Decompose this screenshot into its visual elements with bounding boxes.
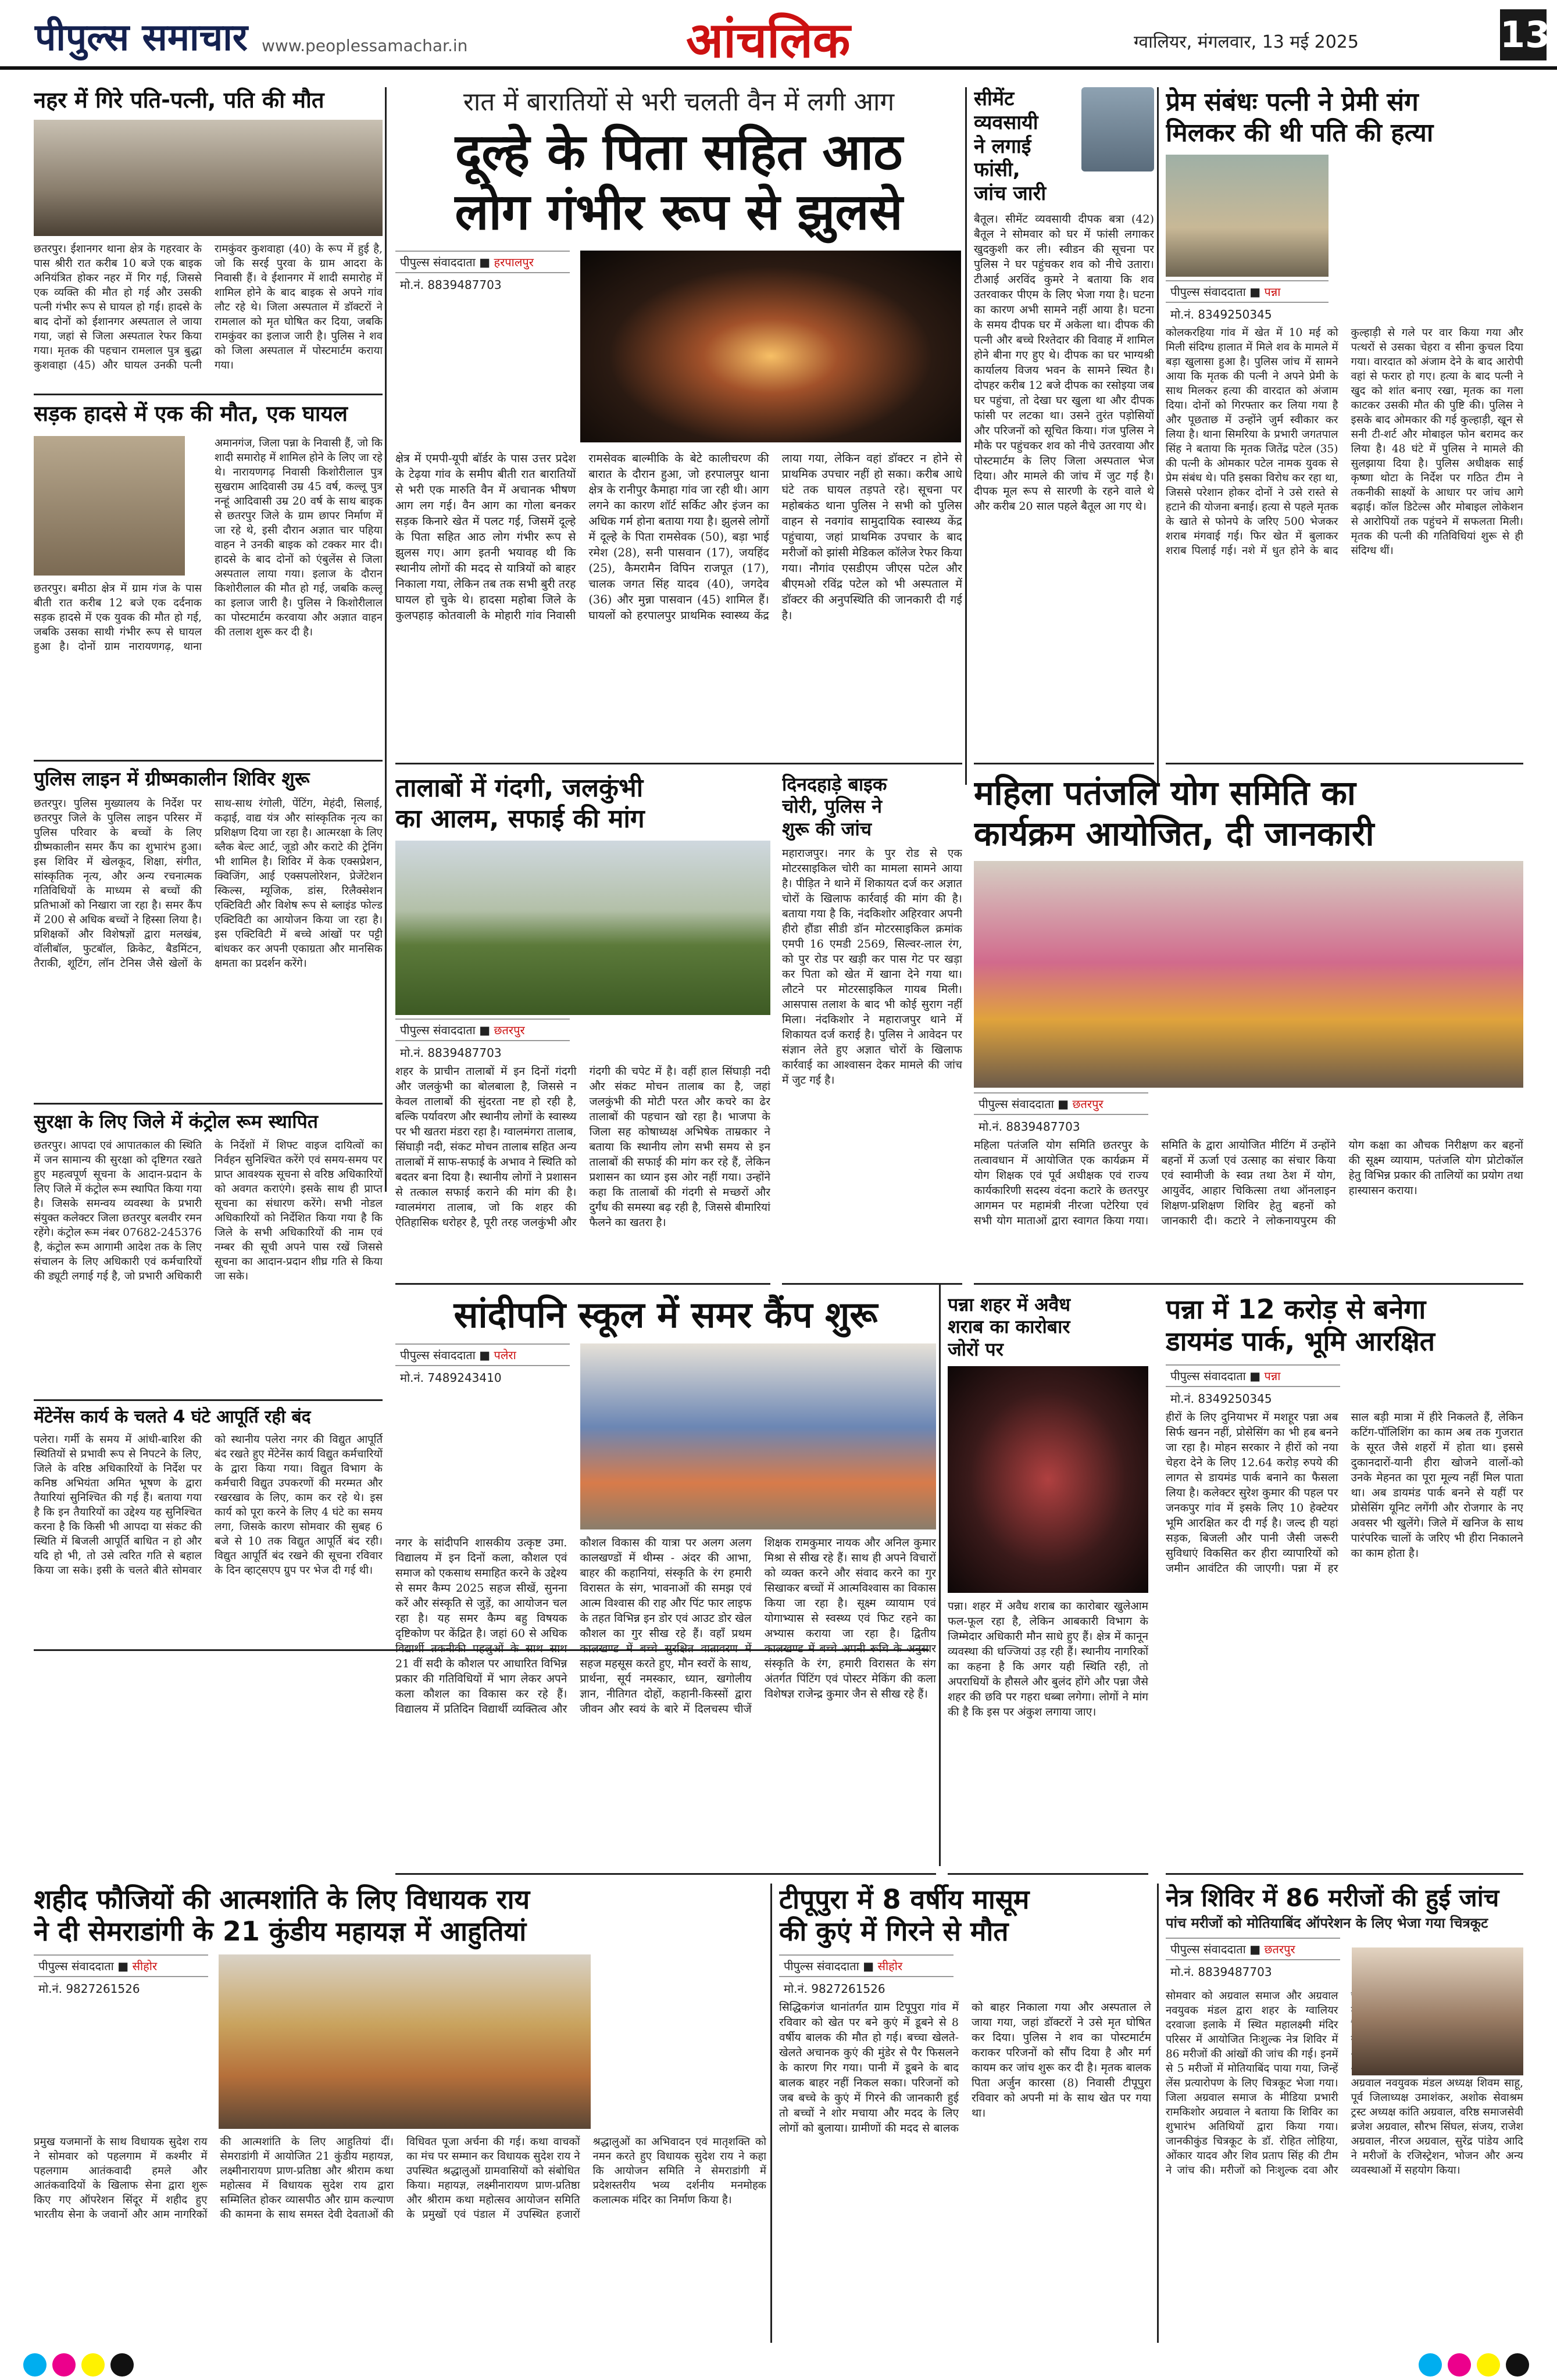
registration-dot-magenta <box>1448 2353 1471 2377</box>
registration-dot-yellow <box>81 2353 105 2377</box>
mobile-value: 8349250345 <box>1198 1392 1272 1406</box>
mobile-value: 9827261526 <box>811 1982 885 1996</box>
kicker: पांच मरीजों को मोतियाबिंद ऑपरेशन के लिए भेजा गया चित्रकूट <box>1166 1915 1488 1932</box>
story-body: महाराजपुर। नगर के पुर रोड से एक मोटरसाइकिल चोरी का मामला सामने आया है। पीड़ित ने थाने में शिकायत दर्ज कर अज्ञात चोरों के खिलाफ कार्रवाई की मांग की है। बताया गया है कि, नंदकिशोर अहिरवार अपनी हीरो हौंडा सीडी डॉन मोटरसाइकिल क्रमांक एमपी 16 एमडी 2569, सिल्वर-लाल रंग, को पुर रोड पर खड़ी कर पास गेट पर खड़ा कर पिता को खेत में खाना देने गया था। लौटने पर मोटरसाइकिल गायब मिली। आसपास तलाश के बाद भी कोई सुराग नहीं मिला। नंदकिशोर ने महाराजपुर थाने में शिकायत दर्ज कराई है। पुलिस ने आवेदन पर संज्ञान लेते हुए अज्ञात चोरों के खिलाफ कार्रवाई का आश्वासन देकर मामले की जांच में जुट गई है। <box>782 847 962 1087</box>
column-rule <box>1157 1884 1159 2343</box>
story-body: छतरपुर। आपदा एवं आपातकाल की स्थिति में जन सामान्य की सुरक्षा को दृष्टिगत रखते हुए महत्वपूर्ण सूचना के आदान-प्रदान के लिए जिले में कंट्रोल रूम स्थापित किया गया है। जिसके समन्वय व्यवस्था के प्रभारी संयुक्त कलेक्टर जिला छतरपुर बलवीर रमन रहेंगे। कंट्रोल रूम नंबर 07682-245376 है, कंट्रोल रूम आगामी आदेश तक के लिए संचालन के लिए अधिकारी एवं कर्मचारियों की ड्यूटी लगाई गई है, जो प्रभारी अधिकारी के निर्देशों में शिफ्ट वाइज दायित्वों का निर्वहन सुनिश्चित करेंगे एवं समय-समय पर प्राप्त आवश्यक सूचना से वरिष्ठ अधिकारियों को अवगत कराएंगे। इसके साथ ही प्राप्त सूचना का संधारण करेंगे। सभी नोडल अधिकारियों को निर्देशित किया गया है कि जिले के सभी अधिकारियों की नाम एवं नम्बर की सूची अपने पास रखें जिससे सूचना का आदान-प्रदान शीघ्र गति से किया जा सके। <box>34 1139 383 1283</box>
story-control-room <box>34 1110 383 1401</box>
mobile-value: 9827261526 <box>66 1982 140 1996</box>
mobile-prefix: मो.नं. <box>38 1982 62 1996</box>
story-eye-camp <box>1166 1884 1523 2343</box>
story-illegal-liquor <box>948 1293 1148 1875</box>
byline-place: सीहोर <box>877 1959 903 1974</box>
section-title: आंचलिक <box>686 12 851 69</box>
byline: पीपुल्स संवाददाता ■ छतरपुर <box>1166 1938 1340 1960</box>
byline-place: पलेरा <box>494 1348 516 1363</box>
headline: सड़क हादसे में एक की मौत, एक घायल <box>34 401 348 426</box>
headline-line-2: डायमंड पार्क, भूमि आरक्षित <box>1166 1325 1435 1357</box>
headline-line-2: ने लगाई फांसी, <box>974 134 1031 182</box>
masthead <box>0 0 1557 70</box>
liquor-photo <box>948 1366 1148 1593</box>
photo-spacer <box>34 436 190 581</box>
story-body: छतरपुर। पुलिस मुख्यालय के निर्देश पर छतरपुर जिले के पुलिस लाइन परिसर में पुलिस परिवार के बच्चों के लिए ग्रीष्मकालीन समर कैंप का शुभारंभ हुआ। इस शिविर में खेलकूद, शिक्षा, संगीत, सांस्कृतिक नृत्य, और अन्य रचनात्मक गतिविधियों के माध्यम से बच्चों की प्रतिभाओं को निखारा जा रहा है। समर कैंप में 200 से अधिक बच्चों ने हिस्सा लिया है। प्रशिक्षकों और विशेषज्ञों द्वारा मलखंब, वॉलीबॉल, फुटबॉल, क्रिकेट, बैडमिंटन, तैराकी, शूटिंग, लॉन टेनिस जैसे खेलों के साथ-साथ रंगोली, पेंटिंग, मेहंदी, सिलाई, कढ़ाई, वाद्य यंत्र और सांस्कृतिक नृत्य का प्रशिक्षण दिया जा रहा है। आत्मरक्षा के लिए ब्लैक बेल्ट आर्ट, जूडो और कराटे की ट्रेनिंग भी शामिल है। शिविर में केक एक्सप्रेशन, क्विजिंग, आई एक्सपलोरेशन, प्रेजेंटेशन स्किल्स, म्यूजिक, डांस, रिलैक्सेशन एक्टिविटी और विशेष रूप से ब्लाइंड फोल्ड एक्टिविटी का आयोजन किया जा रहा है। इस एक्टिविटी में बच्चे आंखों पर पट्टी बांधकर कर अपनी एकाग्रता और मानसिक क्षमता का प्रदर्शन करेंगे। <box>34 797 383 970</box>
column-rule <box>939 1285 941 1866</box>
headline-line-1: शहीद फौजियों की आत्मशांति के लिए विधायक राय <box>34 1884 530 1915</box>
mobile-prefix: मो.नं. <box>784 1982 808 1996</box>
dateline: ग्वालियर, मंगलवार, 13 मई 2025 <box>1134 32 1359 52</box>
website-url: www.peoplessamachar.in <box>262 36 468 55</box>
story-businessman-suicide <box>974 87 1154 764</box>
mobile-value: 8839487703 <box>1198 1965 1272 1979</box>
byline-label: पीपुल्स संवाददाता <box>1170 1942 1246 1957</box>
fire-photo <box>580 251 961 442</box>
mobile-prefix: मो.नं. <box>400 278 424 292</box>
story-body: छतरपुर। बमीठा क्षेत्र में ग्राम गंज के पास बीती रात करीब 12 बजे एक दर्दनाक सड़क हादसे में एक युवक की मौत हो गई, जबकि उसका साथी गंभीर रूप से घायल हुआ है। दोनों ग्राम नारायणगढ़, थाना अमानगंज, जिला पन्ना के निवासी हैं, जो कि शादी समारोह में शामिल होने के लिए जा रहे थे। नारायणगढ़ निवासी किशोरीलाल पुत्र सुखराम आदिवासी उम्र 45 वर्ष, कल्लू पुत्र नन्हूं आदिवासी उम्र 20 वर्ष के साथ बाइक से छतरपुर जिले के ग्राम छापर निर्माण में जा रहे थे, इसी दौरान अज्ञात चार पहिया वाहन ने उनकी बाइक को टक्कर मार दी। हादसे के बाद दोनों को एंबुलेंस से जिला अस्पताल लाया गया। इलाज के दौरान किशोरीलाल की मौत हो गई, जबकि कल्लू का इलाज जारी है। पुलिस ने किशोरीलाल का पोस्टमार्टम करवाया और अज्ञात वाहन की तलाश शुरू कर दी है। <box>34 437 383 653</box>
headline: सांदीपनि स्कूल में समर कैंप शुरू <box>453 1293 878 1336</box>
mobile-prefix: मो.नं. <box>1170 1392 1194 1406</box>
mobile-prefix: मो.नं. <box>979 1120 1002 1134</box>
mobile-value: 8349250345 <box>1198 307 1272 321</box>
story-van-fire <box>395 87 962 764</box>
story-body: छतरपुर। ईशानगर थाना क्षेत्र के गहरवार के पास श्रीरी रात करीब 10 बजे एक बाइक अनियंत्रित होकर नहर में गिर गई, जिससे एक व्यक्ति की मौत हो गई और उसकी पत्नी गंभीर रूप से घायल हो गई। हादसे के बाद दोनों को ईशानगर अस्पताल ले जाया गया, जहां से जिला अस्पताल रेफर किया गया। मृतक की पहचान रामलाल पुत्र बुद्धा कुशवाहा (45) और घायल उनकी पत्नी रामकुंवर कुशवाहा (40) के रूप में हुई है, जो कि सरई पुरवा के ग्राम आदरा के निवासी हैं। वे ईशानगर में शादी समारोह में शामिल होने के बाद बाइक से अपने गांव लौट रहे थे। जिला अस्पताल में डॉक्टरों ने रामलाल को मृत घोषित कर दिया, जबकि रामकुंवर का इलाज जारी है। पुलिस ने शव को जिला अस्पताल में पोस्टमार्टम कराया गया। <box>34 242 383 371</box>
mobile-number <box>34 1977 208 2000</box>
newspaper-logo: पीपुल्स समाचार <box>35 16 248 59</box>
headline-line-2: चोरी, पुलिस ने <box>782 795 882 818</box>
headline: पुलिस लाइन में ग्रीष्मकालीन शिविर शुरू <box>34 767 310 790</box>
registration-dot-cyan <box>23 2353 47 2377</box>
headline: मेंटेनेंस कार्य के चलते 4 घंटे आपूर्ति रही बंद <box>34 1407 311 1427</box>
byline-place: पन्ना <box>1264 284 1281 299</box>
headline: नेत्र शिविर में 86 मरीजों की हुई जांच <box>1166 1884 1499 1912</box>
portrait-photo <box>1081 87 1154 171</box>
pond-photo <box>395 841 770 1015</box>
headline-line-3: जांच जारी <box>974 182 1047 206</box>
registration-dot-black <box>110 2353 134 2377</box>
mobile-number <box>395 1041 770 1064</box>
mobile-prefix: मो.नं. <box>400 1045 424 1060</box>
headline-line-1: दिनदहाड़े बाइक <box>782 773 887 795</box>
byline-place: हरपालपुर <box>494 255 534 270</box>
headline-line-1: पन्ना में 12 करोड़ से बनेगा <box>1166 1293 1426 1325</box>
registration-dot-black <box>1506 2353 1529 2377</box>
mobile-number <box>395 1366 570 1389</box>
mobile-value: 8839487703 <box>1006 1120 1080 1134</box>
mobile-number <box>395 273 570 296</box>
mobile-prefix: मो.नं. <box>1170 307 1194 321</box>
story-bike-theft <box>782 773 962 1285</box>
byline: पीपुल्स संवाददाता ■ छतरपुर <box>974 1092 1148 1115</box>
column-rule <box>385 87 387 1192</box>
mobile-number <box>779 1977 1151 2000</box>
mobile-number <box>1166 1387 1523 1410</box>
byline-label: पीपुल्स संवाददाता <box>1170 1369 1246 1384</box>
headline-line-2: का आलम, सफाई की मांग <box>395 803 645 834</box>
byline: पीपुल्स संवाददाता ■ छतरपुर <box>395 1019 570 1041</box>
story-body: क्षेत्र में एमपी-यूपी बॉर्डर के पास उत्तर प्रदेश के टेढ़या गांव के समीप बीती रात बारातियों से भरी एक मारुति वैन में अचानक भीषण आग लग गई। वैन आग का गोला बनकर सड़क किनारे खेत में पलट गई, जिसमें दूल्हे के पिता सहित आठ लोग गंभीर रूप से झुलस गए। आग इतनी भयावह थी कि स्थानीय लोगों की मदद से यात्रियों को बाहर निकाला गया, लेकिन तब तक सभी बुरी तरह घायल हो चुके थे। हादसा महोबा जिले के कुलपहाड़ कोतवाली के मोहारी गांव निवासी रामसेवक बाल्मीकि के बेटे कालीचरण की बारात के दौरान हुआ, जो हरपालपुर थाना क्षेत्र के रानीपुर कैमाहा गांव जा रही थी। आग लगने का कारण शॉर्ट सर्किट और इंजन का अधिक गर्म होना बताया गया है। झुलसे लोगों में दूल्हे के पिता रामसेवक (50), बड़ा भाई रमेश (28), सनी पासवान (17), जयहिंद (25), कैमरामैन विपिन राजपूत (17), चालक जगत सिंह यादव (40), जगदेव (36) और मुन्ना पासवान (45) शामिल हैं। घायलों को हरपालपुर प्राथमिक स्वास्थ्य केंद्र लाया गया, लेकिन वहां डॉक्टर न होने से प्राथमिक उपचार नहीं हो सका। करीब आधे घंटे तक घायल तड़पते रहे। सूचना पर महोबकंठ थाना पुलिस ने सभी को पुलिस वाहन से नवगांव सामुदायिक स्वास्थ्य केंद्र पहुंचाया, जहां प्राथमिक उपचार के बाद मरीजों को झांसी मेडिकल कॉलेज रेफर किया गया। नौगांव एसडीएम जीएस पटेल और बीएमओ रविंद्र पटेल को भी अस्पताल में डॉक्टर की अनुपस्थिति की जानकारी दी गई है। <box>395 452 962 623</box>
column-rule <box>965 87 967 785</box>
byline-label: पीपुल्स संवाददाता <box>400 255 476 270</box>
story-body: महिला पतंजलि योग समिति छतरपुर के तत्वावधान में आयोजित एक कार्यक्रम में योग शिक्षक एवं पूर्व अधीक्षक एवं राज्य कार्यकारिणी सदस्य वंदना कटारे के छतरपुर आगमन पर महामंत्री नीरजा पटेरिया एवं सभी योग माताओं द्वारा स्वागत किया गया। समिति के द्वारा आयोजित मीटिंग में उन्होंने बहनों में ऊर्जा एवं उत्साह का संचार किया एवं स्वामीजी के स्वप्न तथा ठेश में योग, आयुर्वेद, आहार चिकित्सा तथा ऑनलाइन शिक्षण-प्रशिक्षण शिविर हेतु बहनों को जानकारी दी। कटारे ने लोकनायपुरम की योग कक्षा का औचक निरीक्षण कर बहनों की सूक्ष्म व्यायाम, पतंजलि योग प्रोटोकॉल हेतु विभिन्न प्रकार की तालियों का प्रयोग तथा हास्यासन कराया। <box>974 1139 1523 1228</box>
eye-camp-photo <box>1352 1947 1523 2075</box>
mobile-value: 8839487703 <box>427 1045 502 1060</box>
story-canal-accident <box>34 87 383 395</box>
headline-line-2: कार्यक्रम आयोजित, दी जानकारी <box>974 813 1374 853</box>
byline-label: पीपुल्स संवाददाता <box>400 1023 476 1037</box>
page-number: 13 <box>1500 9 1547 60</box>
headline-line-2: मिलकर की थी पति की हत्या <box>1166 117 1434 148</box>
headline-line-2: शराब का कारोबार <box>948 1316 1070 1338</box>
story-body: सिद्धिकगंज थानांतर्गत ग्राम टिपूपुरा गांव में रविवार को खेत पर बने कुएं में डूबने से 8 वर्षीय बालक की मौत हो गई। बच्चा खेलते-खेलते अचानक कुएं की मुंडेर से पैर फिसलने के कारण गिर गया। पानी में डूबने के बाद बालक बाहर नहीं निकल सका। परिजनों को जब बच्चे के कुएं में गिरने की जानकारी हुई तो बच्चों ने शोर मचाया और मदद के लिए लोगों को बुलाया। ग्रामीणों की मदद से बालक को बाहर निकाला गया और अस्पताल ले जाया गया, जहां डॉक्टरों ने उसे मृत घोषित कर दिया। पुलिस ने शव का पोस्टमार्टम कराकर परिजनों को सौंप दिया है और मर्ग कायम कर जांच शुरू कर दी है। मृतक बालक पिता अर्जुन कारसा (8) निवासी टीपूपुरा रविवार को अपनी मां के साथ खेत पर गया था। <box>779 2001 1151 2135</box>
byline: पीपुल्स संवाददाता ■ हरपालपुर <box>395 251 570 273</box>
story-body: हीरों के लिए दुनियाभर में मशहूर पन्ना अब सिर्फ खनन नहीं, प्रोसेसिंग का भी हब बनने जा रहा है। मोहन सरकार ने हीरों को नया चेहरा देने के लिए 12.64 करोड़ रुपये की लागत से डायमंड पार्क बनाने का फैसला लिया है। कलेक्टर सुरेश कुमार की पहल पर जनकपुर गांव में इसके लिए 10 हेक्टेयर भूमि आरक्षित कर दी गई है। जल्द ही यहां सड़क, बिजली और पानी जैसी जरूरी सुविधाएं विकसित कर हीरा व्यापारियों को जमीन आवंटित की जाएगी। पन्ना में हर साल बड़ी मात्रा में हीरे निकलते हैं, लेकिन कटिंग-पॉलिशिंग का काम अब तक गुजरात के सूरत जैसे शहरों में होता था। इससे दुकानदारों-यानी हीरा खोजने वालों-को उनके मेहनत का पूरा मूल्य नहीं मिल पाता था। अब डायमंड पार्क बनने से यहीं पर प्रोसेसिंग यूनिट लगेंगी और रोजगार के नए अवसर भी खुलेंगे। जिले में खनिज के साथ पारंपरिक चालों के जरिए भी हीरा निकालने का काम होता है। <box>1166 1411 1523 1575</box>
column-rule <box>770 1884 772 2343</box>
story-diamond-park <box>1166 1293 1523 1875</box>
yagya-photo <box>219 1954 591 2129</box>
headline: नहर में गिरे पति-पत्नी, पति की मौत <box>34 87 324 113</box>
headline-line-1: तालाबों में गंदगी, जलकुंभी <box>395 773 644 803</box>
story-sandipani-summer-camp <box>395 1293 936 1875</box>
headline-line-1: सीमेंट व्यवसायी <box>974 87 1038 134</box>
column-rule <box>1157 87 1159 785</box>
mobile-number <box>974 1115 1148 1138</box>
headline-line-2: की कुएं में गिरने से मौत <box>779 1916 1009 1947</box>
mobile-value: 8839487703 <box>427 278 502 292</box>
mobile-prefix: मो.नं. <box>400 1371 424 1385</box>
byline-label: पीपुल्स संवाददाता <box>979 1097 1054 1112</box>
headline: सुरक्षा के लिए जिले में कंट्रोल रूम स्थापित <box>34 1110 318 1132</box>
headline-line-1: दूल्हे के पिता सहित आठ <box>455 123 903 181</box>
headline-line-2: ने दी सेमराडांगी के 21 कुंडीय महायज्ञ में आहुतियां <box>34 1916 527 1947</box>
story-body: पलेरा। गर्मी के समय में आंधी-बारिश की स्थितियों से प्रभावी रूप से निपटने के लिए, जिले के वरिष्ठ अधिकारियों के निर्देश पर कनिष्ठ अभियंता अमित भूषण के द्वारा तैयारियां सुनिश्चित की गई हैं। बताया गया है कि इन तैयारियों का उद्देश्य यह सुनिश्चित करना है कि किसी भी आपदा या संकट की स्थिति में बिजली आपूर्ति बाधित न हो और यदि हो भी, तो उसे त्वरित गति से बहाल किया जा सके। इसी के चलते बीते सोमवार को स्थानीय पलेरा नगर की विद्युत आपूर्ति बंद रखते हुए मेंटेनेंस कार्य विद्युत कर्मचारियों के द्वारा किया गया। विद्युत विभाग के कर्मचारी विद्युत उपकरणों की मरम्मत और रखरखाव के लिए, काम कर रहे थे। इस कार्य को पूरा करने के लिए 4 घंटे का समय लगा, जिसके कारण सोमवार की सुबह 6 बजे से 10 तक विद्युत आपूर्ति बंद रही। विद्युत आपूर्ति बंद रखने की सूचना रविवार के दिन व्हाट्सएप ग्रुप पर भेज दी गई थी। <box>34 1434 383 1577</box>
news-photo <box>34 120 383 236</box>
story-body: सोमवार को अग्रवाल समाज और अग्रवाल नवयुवक मंडल द्वारा शहर के ग्वालियर दरवाजा इलाके में स्थित महालक्ष्मी मंदिर परिसर में आयोजित निःशुल्क नेत्र शिविर में 86 मरीजों की आंखों की जांच की गई। इनमें से 5 मरीजों में मोतियाबिंद पाया गया, जिन्हें लेंस प्रत्यारोपण के लिए चित्रकूट भेजा गया। जिला अग्रवाल समाज के मीडिया प्रभारी रामकिशोर अग्रवाल ने बताया कि शिविर का शुभारंभ अतिथियों द्वारा किया गया। जानकीकुंड चित्रकूट के डॉ. रोहित लोहिया, ओंकार यादव और शिव प्रताप सिंह की टीम ने जांच की। मरीजों को निःशुल्क दवा और अग्रवाल नवयुवक मंडल अध्यक्ष शिवम साहू, पूर्व जिलाध्यक्ष उमाशंकर, अशोक सेवाश्रम ट्रस्ट अध्यक्ष कांति अग्रवाल, वरिष्ठ समाजसेवी ब्रजेश अग्रवाल, सौरभ सिंघल, संजय, राजेश अग्रवाल, नीरज अग्रवाल, सुरेंद्र पांडेय आदि ने मरीजों के रजिस्ट्रेशन, भोजन और अन्य व्यवस्थाओं में सहयोग किया। <box>1166 1990 1523 2177</box>
classroom-photo <box>580 1343 936 1530</box>
byline: पीपुल्स संवाददाता ■ सीहोर <box>34 1954 208 1977</box>
group-photo <box>974 861 1523 1088</box>
story-road-accident <box>34 401 383 762</box>
headline-line-1: टीपूपुरा में 8 वर्षीय मासूम <box>779 1884 1030 1915</box>
byline-place: छतरपुर <box>1072 1097 1104 1112</box>
story-child-well <box>779 1884 1151 2343</box>
story-body: शहर के प्राचीन तालाबों में इन दिनों गंदगी और जलकुंभी का बोलबाला है, जिससे न केवल तालाबों की सुंदरता नष्ट हो रही है, बल्कि पर्यावरण और स्थानीय लोगों के स्वास्थ्य पर भी खतरा मंडरा रहा है। ग्वालमंगरा तालाब, सिंघाड़ी नदी, संकट मोचन तालाब सहित अन्य तालाबों में साफ-सफाई के अभाव ने स्थिति को बदतर बना दिया है। स्थानीय लोगों ने प्रशासन से तत्काल सफाई कराने की मांग की है। ग्वालमंगरा तालाब, जो कि शहर की ऐतिहासिक धरोहर है, पूरी तरह जलकुंभी और गंदगी की चपेट में है। वहीं हाल सिंघाड़ी नदी और संकट मोचन तालाब का है, जहां जलकुंभी की मोटी परत और कचरे का ढेर तालाबों की पहचान खो रहा है। भाजपा के जिला सह कोषाध्यक्ष अभिषेक ताम्रकार ने बताया कि स्थानीय लोग सभी समय से इन तालाबों की सफाई की मांग कर रहे हैं, लेकिन प्रशासन का ध्यान इस ओर नहीं गया। उन्होंने कहा कि तालाबों की गंदगी से मच्छरों और दुर्गंध की समस्या बढ़ रही है, जिससे बीमारियां फैलने का खतरा है। <box>395 1064 770 1229</box>
byline: पीपुल्स संवाददाता ■ पन्ना <box>1166 280 1329 303</box>
registration-dot-yellow <box>1477 2353 1500 2377</box>
headline-line-3: जोरों पर <box>948 1338 1004 1360</box>
byline-label: पीपुल्स संवाददाता <box>784 1959 859 1974</box>
headline-line-1: महिला पतंजलि योग समिति का <box>974 773 1356 813</box>
story-body: नगर के सांदीपनि शासकीय उत्कृष्ट उमा. विद्यालय में इन दिनों कला, कौशल एवं समाज को एकसाथ समाहित करने के उद्देश्य से समर कैम्प 2025 सहज सीखें, सुनना करें और संस्कृति से जुड़ें, का आयोजन चल रहा है। यह समर कैम्प बहु विषयक दृष्टिकोण पर केंद्रित है। जहां 60 से अधिक विद्यार्थी तकनीकी पहलुओं के साथ साथ 21 वीं सदी के कौशल पर आधारित विभिन्न प्रकार की गतिविधियों में भाग लेकर अपने कला कौशल का विकास कर रहे हैं। विद्यालय में प्रतिदिन विद्यार्थी व्यक्तित्व और कौशल विकास की यात्रा पर अलग अलग कालखण्डों में थीम्स - अंदर की आभा, बाहर की कहानियां, संस्कृति के रंग हमारी विरासत के संग, भावनाओं की समझ एवं आत्म विश्वास की राह और पिंट फार लाइफ के तहत विभिन्न इन डोर एवं आउट डोर खेल कौशल का गुर सीख रहे हैं। वहाँ प्रथम कालखण्ड में बच्चे सुरक्षित वातावरण में सहज महसूस करते हुए, मौन स्वरों के साथ, प्रार्थना, सूर्य नमस्कार, ध्यान, खगोलीय ज्ञान, नीतिगत दोहों, कहानी-किस्सों द्वारा जीवन और स्वयं के बारे में दिलचस्प चीजें शिक्षक रामकुमार नायक और अनिल कुमार मिश्रा से सीख रहे हैं। साथ ही अपने विचारों को व्यक्त करने और संवाद करने का गुर सिखाकर बच्चों में आत्मविश्वास का विकास किया जा रहा है। सूक्ष्म व्यायाम एवं योगाभ्यास से स्वस्थ्य एवं फिट रहने का अभ्यास कराया जा रहा है। द्वितीय कालखण्ड में बच्चे अपनी रूचि के अनुसार संस्कृति के रंग, हमारी विरासत के संग अंतर्गत पिंटिंग एवं पोस्टर मेकिंग की कला विशेषज्ञ राजेन्द्र कुमार जैन से सीख रहे हैं। <box>395 1536 936 1716</box>
byline-place: सीहोर <box>132 1959 158 1974</box>
byline-place: छतरपुर <box>494 1023 525 1037</box>
registration-dot-magenta <box>52 2353 76 2377</box>
story-summer-camp-police <box>34 767 383 1105</box>
story-ponds-dirty <box>395 773 770 1285</box>
story-body: पन्ना। शहर में अवैध शराब का कारोबार खुलेआम फल-फूल रहा है, लेकिन आबकारी विभाग के जिम्मेदार अधिकारी मौन साधे हुए हैं। क्षेत्र में कानून व्यवस्था की धज्जियां उड़ रही हैं। स्थानीय नागरिकों का कहना है कि अगर यही स्थिति रही, तो अपराधियों के हौसले और बुलंद होंगे और पन्ना जैसे शहर की छवि पर गहरा धब्बा लगेगा। लोगों ने मांग की है कि इस पर अंकुश लगाया जाए। <box>948 1600 1148 1719</box>
story-body: प्रमुख यजमानों के साथ विधायक सुदेश राय ने सोमवार को पहलगाम में कश्मीर में पहलगाम आतंकवादी हमले और आतंकवादियों के खिलाफ सेना द्वारा शुरू किए गए ऑपरेशन सिंदूर में शहीद हुए भारतीय सेना के जवानों और आम नागरिकों की आत्मशांति के लिए आहुतियां दीं। सेमराडांगी में आयोजित 21 कुंडीय महायज्ञ, लक्ष्मीनारायण प्राण-प्रतिष्ठा और श्रीराम कथा महोत्सव में विधायक सुदेश राय द्वारा सम्मिलित होकर व्यासपीठ और ग्राम कल्याण की कामना के साथ समस्त देवी देवताओं की विधिवत पूजा अर्चना की गई। कथा वाचकों का मंच पर सम्मान कर विधायक सुदेश राय ने उपस्थित श्रद्धालुओं ग्रामवासियों को संबोधित किया। महायज्ञ, लक्ष्मीनारायण प्राण-प्रतिष्ठा और श्रीराम कथा महोत्सव आयोजन समिति के प्रमुखों एवं पंडाल में उपस्थित हजारों श्रद्धालुओं का अभिवादन एवं मातृशक्ति को नमन करते हुए विधायक सुदेश राय ने कहा कि आयोजन समिति ने सेमराडांगी में प्रदेशस्तरीय भव्य दर्शनीय मनमोहक कलात्मक मंदिर का निर्माण किया है। <box>34 2136 766 2221</box>
byline-place: छतरपुर <box>1264 1942 1295 1957</box>
mobile-number <box>1166 303 1523 326</box>
byline: पीपुल्स संवाददाता ■ सीहोर <box>779 1954 954 1977</box>
kicker: रात में बारातियों से भरी चलती वैन में लगी आग <box>463 87 895 117</box>
headline-line-2: लोग गंभीर रूप से झुलसे <box>455 183 903 241</box>
headline-line-3: शुरू की जांच <box>782 817 872 840</box>
story-yoga-samiti <box>974 773 1523 1285</box>
mobile-value: 7489243410 <box>427 1371 502 1385</box>
byline-label: पीपुल्स संवाददाता <box>1170 284 1246 299</box>
byline: पीपुल्स संवाददाता ■ पन्ना <box>1166 1364 1340 1387</box>
police-photo <box>1166 155 1329 277</box>
story-body: बैतूल। सीमेंट व्यवसायी दीपक बत्रा (42) बैतूल ने सोमवार को घर में फांसी लगाकर खुदकुशी कर ली। स्वीडन की सूचना पर पुलिस ने घर पहुंचकर शव को नीचे उतारा। टीआई अरविंद कुमरे ने बताया कि शव उतरवाकर पीएम के लिए भेजा गया है। घटना का कारण अभी सामने नहीं आया है। घटना के समय दीपक घर में अकेला था। दीपक की पत्नी और बच्चे रिश्तेदार की विवाह में शामिल होने बीना गए हुए थे। दीपक का घर भाग्यश्री कार्यालय विजय भवन के सामने स्थित है। दोपहर करीब 12 बजे दीपक का रसोइया जब घर पहुंचा, तो देखा घर खुला था और दीपक फांसी पर लटका था। उसने तुरंत पड़ोसियों और परिजनों को सूचित किया। गंज पुलिस ने मौके पर पहुंचकर शव को नीचे उतरवाया और पोस्टमार्टम के लिए जिला अस्पताल भेज दिया। और मामले की जांच में जुट गई है। दीपक मूल रूप से सारणी के रहने वाले थे और करीब 20 साल पहले बैतूल आ गए थे। <box>974 212 1154 513</box>
headline-line-1: प्रेम संबंधः पत्नी ने प्रेमी संग <box>1166 87 1419 117</box>
byline-label: पीपुल्स संवाददाता <box>38 1959 114 1974</box>
headline-line-1: पन्ना शहर में अवैध <box>948 1293 1071 1316</box>
story-body: कोलकरहिया गांव में खेत में 10 मई को मिली संदिग्ध हालात में मिले शव के मामले में बड़ा खुलासा हुआ है। पुलिस जांच में सामने आया कि मृतक की पत्नी ने अपने प्रेमी के साथ मिलकर हत्या की वारदात को अंजाम दिया। दोनों को गिरफ्तार कर लिया गया है और पूछताछ में उन्होंने जुर्म स्वीकार कर लिया है। थाना सिमरिया के प्रभारी जगतपाल सिंह ने बताया कि मृतक जितेंद्र पटेल (35) की पत्नी के ओमकार पटेल नामक युवक से प्रेम संबंध थे। पति इसका विरोध कर रहा था, जिससे परेशान होकर दोनों ने उसे रास्ते से हटाने की योजना बनाई। हत्या से पहले मृतक के खाते से फोनपे के जरिए 500 भेजकर शराब मंगवाई गई। फिर खेत में बुलाकर शराब पिलाई गई। नशे में धुत होने के बाद कुल्हाड़ी से गले पर वार किया गया और पत्थरों से उसका चेहरा व सीना कुचल दिया गया। वारदात को अंजाम देने के बाद आरोपी वहां से फरार हो गए। हत्या के बाद पत्नी ने खुद को शांत बनाए रखा, मृतक का गला काटकर उसकी मौत की पुष्टि की। पुलिस ने इसके बाद ओमकार की गई कुल्हाड़ी, खून से सनी टी-शर्ट और मोबाइल फोन बरामद कर लिया है। 48 घंटे में पुलिस ने मामले की सुलझाया दिया है। पुलिस अधीक्षक साई कृष्णा थोटा के निर्देश पर गठित टीम ने तकनीकी साक्ष्यों के आधार पर जांच आगे बढ़ाई। कॉल डिटेल्स और मोबाइल लोकेशन से आरोपियों तक पहुंचने में सफलता मिली। मृतक की पत्नी की गतिविधियां शुरू से ही संदिग्ध थीं। <box>1166 326 1523 557</box>
story-mla-yagya <box>34 1884 766 2343</box>
byline-label: पीपुल्स संवाददाता <box>400 1348 476 1363</box>
byline-place: पन्ना <box>1264 1369 1281 1384</box>
registration-dot-cyan <box>1419 2353 1442 2377</box>
story-wife-murder <box>1166 87 1523 764</box>
byline: पीपुल्स संवाददाता ■ पलेरा <box>395 1343 570 1366</box>
mobile-prefix: मो.नं. <box>1170 1965 1194 1979</box>
